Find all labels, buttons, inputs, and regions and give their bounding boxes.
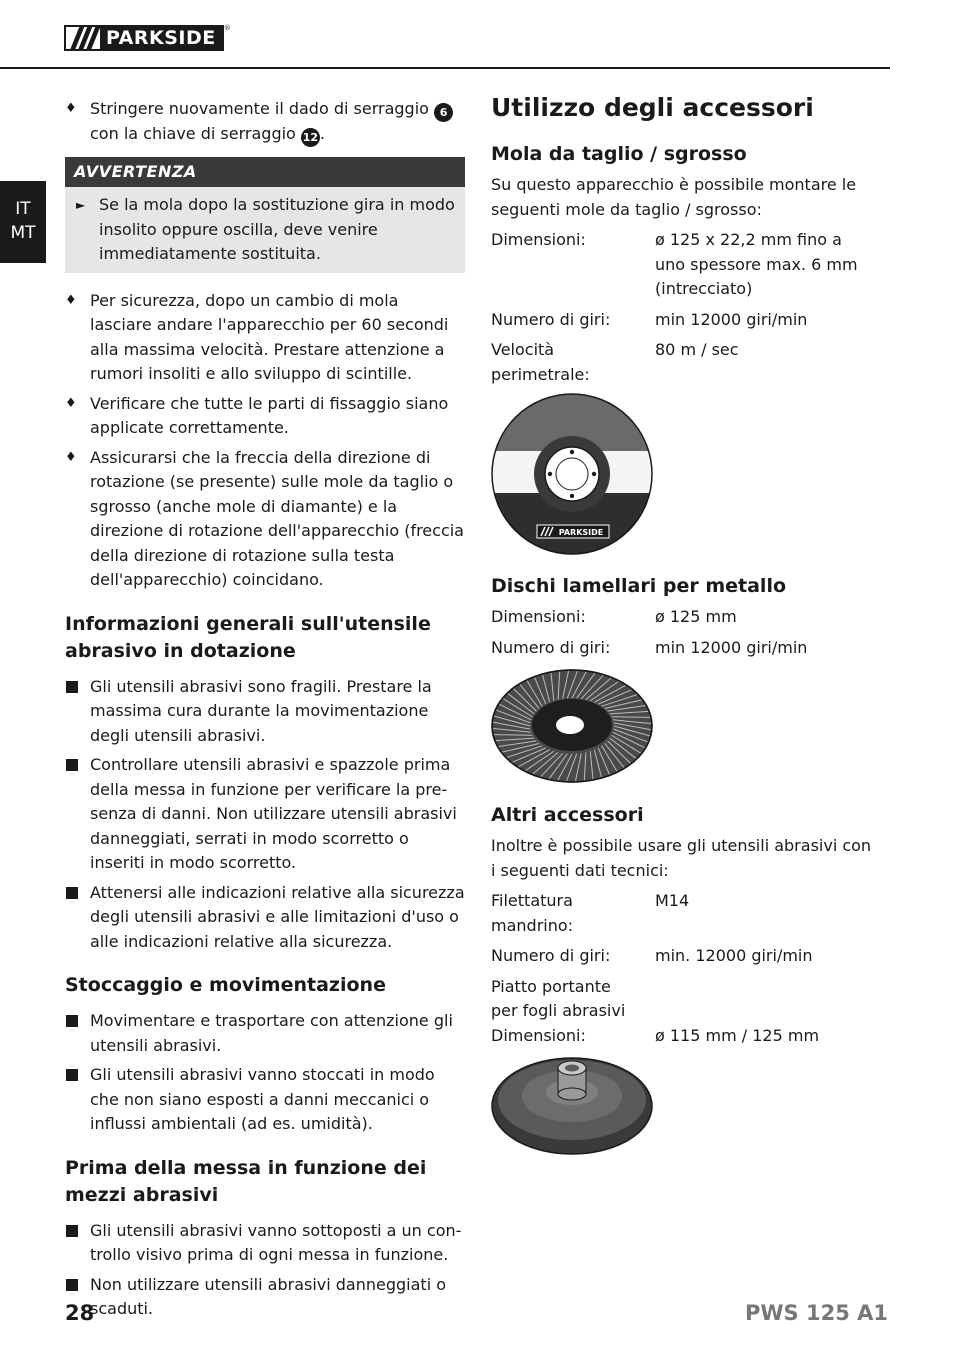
triangle-bullet-icon: ► — [76, 198, 86, 212]
language-mt: MT — [10, 223, 36, 243]
page-number: 28 — [65, 1301, 95, 1325]
reference-number-6: 6 — [434, 103, 453, 122]
diamond-bullet-icon: ♦ — [65, 395, 77, 411]
spec-row: Dimensioni: ø 125 mm — [491, 607, 737, 626]
list-item: Movimentare e trasportare con attenzione gli utensili abrasivi. — [65, 1009, 465, 1058]
left-column — [65, 97, 465, 1327]
other-accessories-intro: Inoltre è possibile usare gli utensili abrasivi con i seguenti dati tecnici: — [491, 836, 872, 880]
spec-row: Dimensioni: ø 125 x 22,2 mm fino a uno spessore max. 6 mm (intrecciato) — [491, 230, 858, 298]
right-column — [491, 91, 876, 1174]
spec-row: Piatto portante per fogli abrasivi — [491, 976, 626, 1020]
diamond-bullet-icon: ♦ — [65, 292, 77, 308]
list-item: Controllare utensili abrasivi e spazzole prima della messa in funzione per verificare la presenza di danni. Non utilizzare utensili abrasivi danneggiati, serrati in modo scorretto o inseriti in modo scorretto. — [65, 753, 465, 876]
section-title-storage: Stoccaggio e movimentazione — [65, 974, 386, 996]
header-rule — [0, 67, 890, 69]
list-item: ♦ Assicurarsi che la freccia della direzione di rotazione (se presente) sulle mole da taglio o sgrosso (anche mole di diamante) e la direzione di rotazione dell'apparecchio (freccia della direzione di rotazione sulla testa dell'apparecchio) coincidano. — [65, 447, 464, 589]
spec-row: Numero di giri: min 12000 giri/min — [491, 637, 808, 657]
subsection-title-other-accessories: Altri accessori — [491, 804, 644, 826]
list-item: ♦ Verificare che tutte le parti di fissaggio siano applicate correttamente. — [65, 393, 449, 437]
cutting-disc-image — [491, 393, 653, 555]
model-number: PWS 125 A1 — [744, 1301, 888, 1325]
square-bullet-icon — [66, 681, 78, 693]
square-bullet-icon — [66, 1279, 78, 1291]
parkside-logo — [64, 24, 231, 51]
logo-registered: ® — [223, 24, 231, 32]
warning-body — [65, 187, 465, 273]
reference-number-12: 12 — [301, 128, 320, 147]
spec-row: Dimensioni: ø 115 mm / 125 mm — [491, 1025, 820, 1045]
list-item: Non utilizzare utensili abrasivi danneggiati o scaduti. — [65, 1273, 465, 1322]
logo-brand: PARKSIDE — [106, 27, 216, 49]
list-item: Gli utensili abrasivi sono fragili. Prestare la massima cura durante la movimentazione degli utensili abrasivi. — [65, 675, 465, 749]
warning-title: AVVERTENZA — [65, 157, 465, 187]
section-title-general-info: Informazioni generali sull'utensile abrasivo in dotazione — [65, 612, 431, 662]
spec-row: Filettatura mandrino: M14 — [491, 891, 690, 935]
list-item: Attenersi alle indicazioni relative alla sicurezza degli utensili abrasivi e alle limitazioni d'uso o alle indicazioni relative alla sicurezza. — [65, 881, 465, 955]
square-bullet-icon — [66, 759, 78, 771]
warning-box — [65, 157, 465, 273]
square-bullet-icon — [66, 1225, 78, 1237]
warning-text: Se la mola dopo la sostituzione gira in modo insolito oppure oscilla, deve venire immediatamente sostituita. — [99, 195, 455, 263]
subsection-title-flap-discs: Dischi lamellari per metallo — [491, 575, 787, 597]
logo-slashes — [66, 27, 100, 49]
list-item: Gli utensili abrasivi vanno stoccati in modo che non siano esposti a danni meccanici o influssi ambientali (ad es. umidità). — [65, 1063, 465, 1137]
square-bullet-icon — [66, 1069, 78, 1081]
disc-brand-label: PARKSIDE — [558, 528, 604, 537]
section-title-before-use: Prima della messa in funzione dei mezzi abrasivi — [65, 1156, 427, 1206]
square-bullet-icon — [66, 1015, 78, 1027]
spec-row: Numero di giri: min. 12000 giri/min — [491, 946, 813, 965]
language-tab — [0, 181, 46, 263]
list-item: ♦ Per sicurezza, dopo un cambio di mola lasciare andare l'apparecchio per 60 secondi alla massima velocità. Prestare attenzione a rumori insoliti e allo sviluppo di scintille. — [65, 290, 449, 383]
backing-pad-image — [491, 1054, 653, 1156]
flap-disc-image — [491, 666, 653, 784]
diamond-bullet-icon: ♦ — [65, 449, 77, 465]
diamond-bullet-icon: ♦ — [65, 101, 77, 116]
page-title: Utilizzo degli accessori — [491, 93, 814, 122]
subsection-title-cutting-disc: Mola da taglio / sgrosso — [491, 143, 747, 165]
spec-row: Velocità perimetrale: 80 m / sec — [491, 340, 739, 384]
list-item: Gli utensili abrasivi vanno sottoposti a un controllo visivo prima di ogni messa in funzione. — [65, 1219, 465, 1268]
square-bullet-icon — [66, 887, 78, 899]
spec-row: Numero di giri: min 12000 giri/min — [491, 309, 808, 329]
cutting-disc-intro: Su questo apparecchio è possibile montare le seguenti mole da taglio / sgrosso: — [491, 175, 857, 219]
language-it: IT — [15, 199, 31, 219]
list-item-tighten: ♦ Stringere nuovamente il dado di serraggio 6 con la chiave di serraggio 12 . — [65, 97, 465, 147]
